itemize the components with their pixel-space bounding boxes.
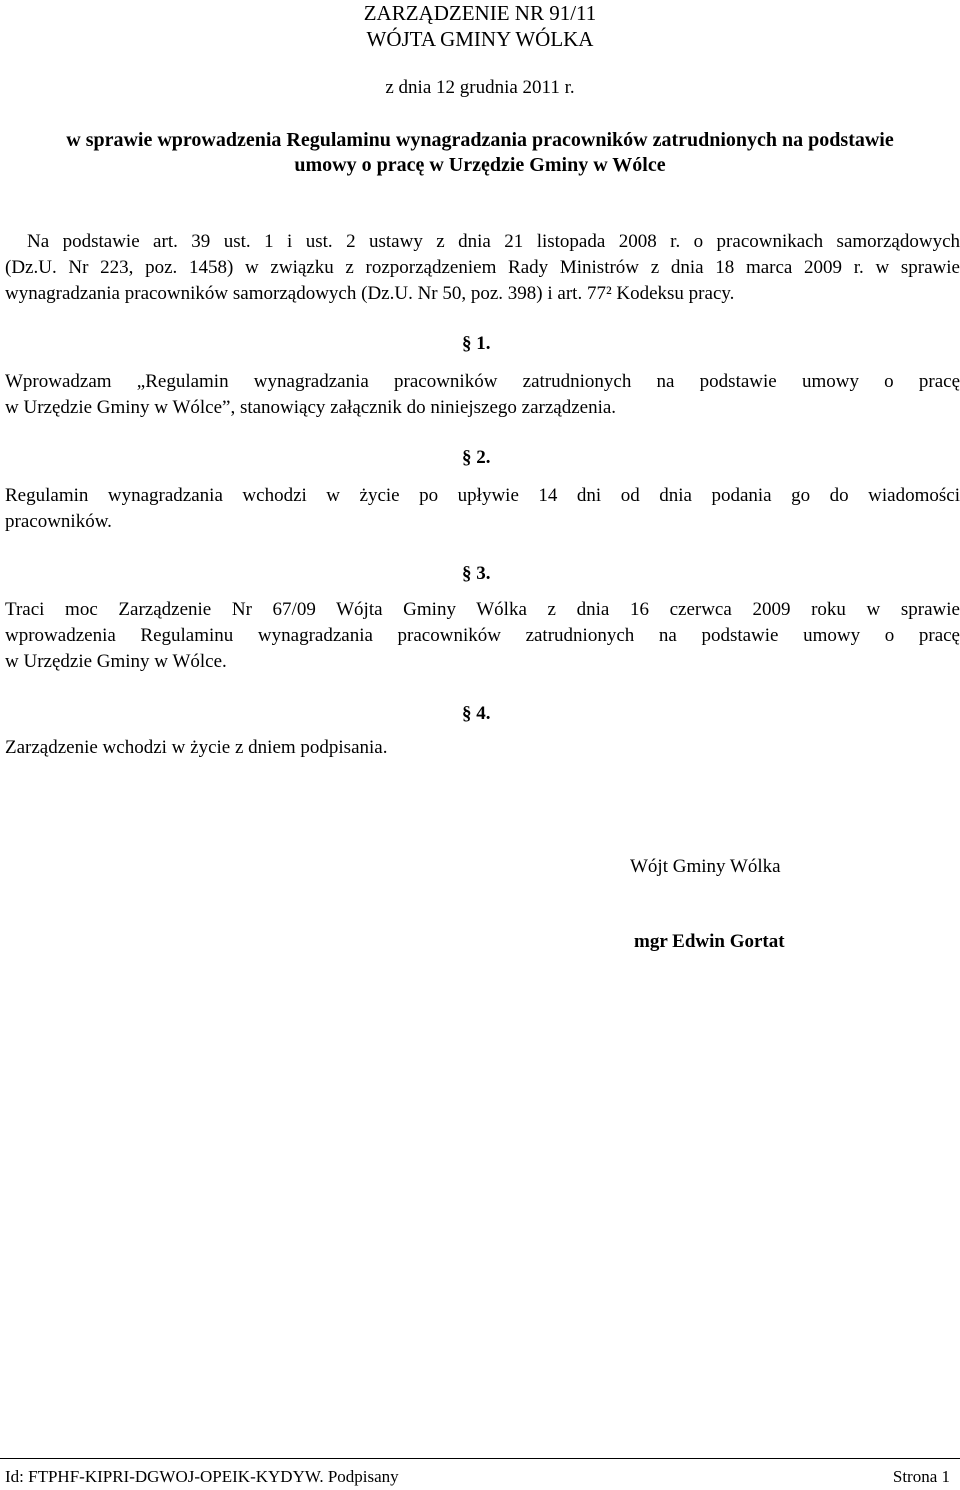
basis-line-1: Na podstawie art. 39 ust. 1 i ust. 2 ustawy z dnia 21 listopada 2008 r. o pracownikach samorządowych — [27, 231, 960, 252]
footer-divider — [0, 1458, 960, 1459]
section-3-line-1: Traci moc Zarządzenie Nr 67/09 Wójta Gminy Wólka z dnia 16 czerwca 2009 roku w sprawie — [5, 599, 960, 620]
section-2-text — [5, 483, 960, 535]
legal-basis — [5, 229, 960, 307]
section-2-line-2: pracowników. — [5, 511, 112, 532]
section-1-line-2: w Urzędzie Gminy w Wólce”, stanowiący załącznik do niniejszego zarządzenia. — [5, 397, 617, 418]
section-2-line-1: Regulamin wynagradzania wchodzi w życie po upływie 14 dni od dnia podania go do wiadomości — [5, 485, 960, 506]
section-4-text — [5, 735, 960, 761]
section-4-line-1: Zarządzenie wchodzi w życie z dniem podpisania. — [5, 737, 388, 758]
section-2-heading: § 2. — [462, 447, 491, 468]
section-4-heading: § 4. — [462, 703, 491, 724]
document-date: z dnia 12 grudnia 2011 r. — [385, 77, 575, 98]
document-title — [0, 0, 960, 52]
section-3-text — [5, 597, 960, 675]
section-1-heading: § 1. — [462, 333, 491, 354]
basis-line-3: wynagradzania pracowników samorządowych (Dz.U. Nr 50, poz. 398) i art. 77² Kodeksu pracy. — [5, 283, 735, 304]
section-3-heading: § 3. — [462, 563, 491, 584]
document-subject — [0, 128, 960, 178]
section-3-line-3: w Urzędzie Gminy w Wólce. — [5, 651, 227, 672]
section-1-line-1: Wprowadzam „Regulamin wynagradzania pracowników zatrudnionych na podstawie umowy o pracę — [5, 371, 960, 392]
footer-document-id: Id: FTPHF-KIPRI-DGWOJ-OPEIK-KYDYW. Podpisany — [5, 1467, 399, 1486]
basis-line-2: (Dz.U. Nr 223, poz. 1458) w związku z rozporządzeniem Rady Ministrów z dnia 18 marca 2009 r. w sprawie — [5, 257, 960, 278]
section-1-text — [5, 369, 960, 421]
signer-role: Wójt Gminy Wólka — [630, 856, 781, 877]
subject-line-1: w sprawie wprowadzenia Regulaminu wynagradzania pracowników zatrudnionych na podstawie — [66, 129, 894, 151]
title-line-1: ZARZĄDZENIE NR 91/11 — [363, 1, 597, 25]
subject-line-2: umowy o pracę w Urzędzie Gminy w Wólce — [294, 154, 666, 176]
title-line-2: WÓJTA GMINY WÓLKA — [366, 27, 594, 51]
footer-page-number: Strona 1 — [892, 1467, 950, 1486]
signer-name: mgr Edwin Gortat — [634, 931, 785, 952]
section-3-line-2: wprowadzenia Regulaminu wynagradzania pracowników zatrudnionych na podstawie umowy o pracę — [5, 625, 960, 646]
